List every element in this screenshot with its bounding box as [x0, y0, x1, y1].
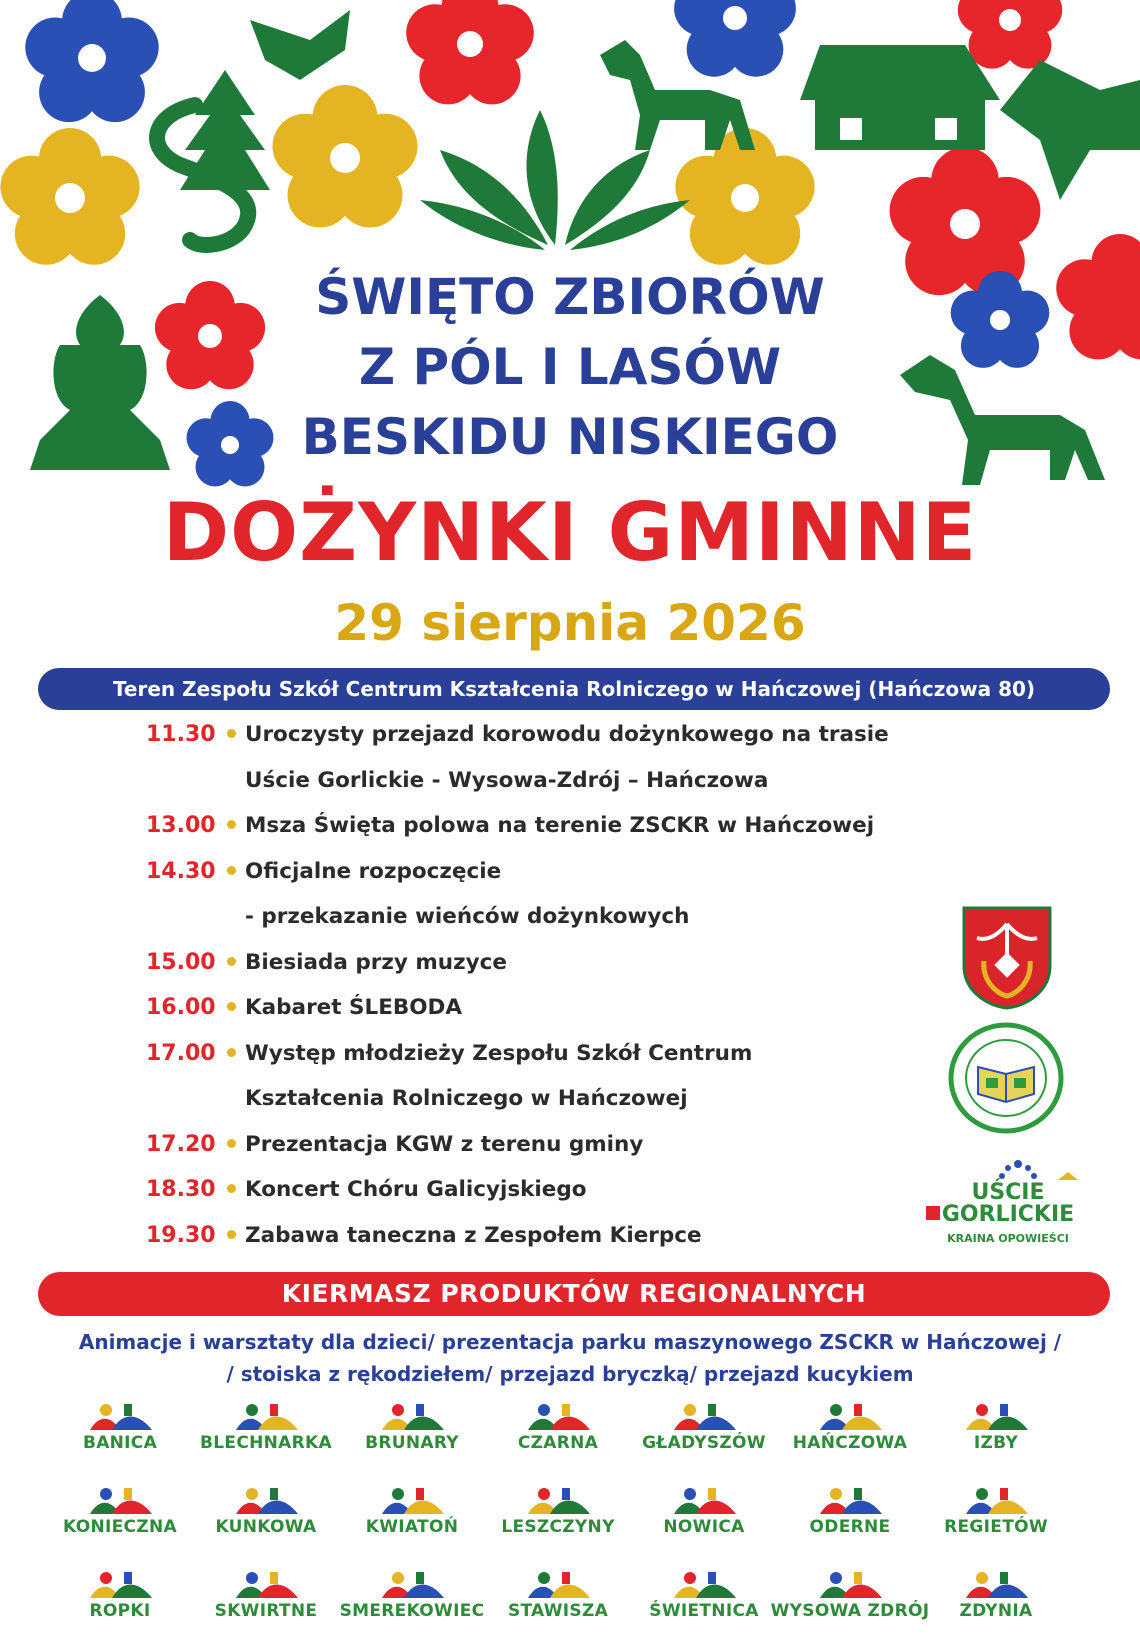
village-emblem-icon: [664, 1566, 744, 1600]
main-title: DOŻYNKI GMINNE: [162, 486, 978, 579]
schedule-time: 18.30: [146, 1177, 216, 1202]
village-logo: [473, 1566, 643, 1621]
schedule-row: [146, 1177, 926, 1223]
village-emblem-icon: [80, 1398, 160, 1432]
schedule-description: Msza Święta polowa na terenie ZSCKR w Hańczowej: [245, 813, 875, 838]
schedule-time: 15.00: [146, 949, 216, 975]
village-name: KUNKOWA: [215, 1517, 317, 1537]
village-emblem-icon: [518, 1398, 598, 1432]
schedule-row: [146, 1041, 926, 1087]
village-emblem-icon: [956, 1566, 1036, 1600]
extras-line-2: / stoiska z rękodziełem/ przejazd bryczką/ przejazd kucykiem: [226, 1362, 914, 1386]
village-emblem-icon: [80, 1566, 160, 1600]
village-logo: [619, 1398, 789, 1453]
schedule-row: [146, 859, 926, 905]
bird-icon: [250, 10, 350, 80]
schedule-row: [146, 904, 926, 950]
schedule-list: [146, 722, 926, 1268]
schedule-description: Uroczysty przejazd korowodu dożynkowego na trasie: [245, 722, 889, 747]
village-emblem-icon: [226, 1398, 306, 1432]
bullet-dot-icon: [227, 1139, 236, 1148]
coat-of-arms-icon: [962, 906, 1052, 1010]
schedule-row: [146, 768, 926, 814]
village-name: BLECHNARKA: [200, 1433, 332, 1453]
schedule-row: [146, 722, 926, 768]
bullet-dot-icon: [227, 729, 236, 738]
village-emblem-icon: [518, 1566, 598, 1600]
village-emblem-icon: [664, 1398, 744, 1432]
uscie-logo-tagline: KRAINA OPOWIEŚCI: [947, 1232, 1069, 1245]
village-name: REGIETÓW: [944, 1517, 1048, 1537]
schedule-description: Kabaret ŚLEBODA: [245, 995, 463, 1020]
bullet-dot-icon: [227, 957, 236, 966]
bullet-dot-icon: [227, 820, 236, 829]
uscie-logo-line1: UŚCIE: [971, 1180, 1045, 1205]
schedule-time: 17.20: [146, 1131, 216, 1157]
village-emblem-icon: [810, 1482, 890, 1516]
village-emblem-icon: [80, 1482, 160, 1516]
village-name: WYSOWA ZDRÓJ: [770, 1601, 930, 1621]
fair-banner: KIERMASZ PRODUKTÓW REGIONALNYCH: [38, 1272, 1110, 1316]
village-emblem-icon: [372, 1398, 452, 1432]
village-logo: [181, 1398, 351, 1453]
village-emblem-icon: [664, 1482, 744, 1516]
schedule-time: 13.00: [146, 813, 216, 838]
bird-icon: [1000, 60, 1140, 200]
extras-line-1: Animacje i warsztaty dla dzieci/ prezentacja parku maszynowego ZSCKR w Hańczowej /: [78, 1330, 1062, 1354]
village-logo: [327, 1398, 497, 1453]
village-name: NOWICA: [663, 1517, 745, 1537]
village-logo: [473, 1398, 643, 1453]
village-logo: [765, 1482, 935, 1537]
title-line-2: Z PÓL I LASÓW: [358, 338, 782, 396]
village-name: IZBY: [973, 1433, 1019, 1453]
uscie-logo-line2: GORLICKIE: [941, 1202, 1075, 1227]
extras-text: [0, 1326, 1140, 1390]
bullet-dot-icon: [227, 1184, 236, 1193]
village-name: ODERNE: [809, 1517, 891, 1537]
village-emblem-icon: [372, 1482, 452, 1516]
village-emblem-icon: [372, 1566, 452, 1600]
village-name: BANICA: [82, 1433, 158, 1453]
village-name: KWIATOŃ: [365, 1517, 459, 1537]
title-line-1: ŚWIĘTO ZBIORÓW: [315, 268, 825, 326]
village-logo: [327, 1566, 497, 1621]
village-name: CZARNA: [517, 1433, 599, 1453]
schedule-time: 14.30: [146, 858, 216, 884]
bullet-dot-icon: [227, 866, 236, 875]
schedule-description: - przekazanie wieńców dożynkowych: [245, 904, 690, 929]
village-emblem-icon: [226, 1566, 306, 1600]
schedule-row: [146, 995, 926, 1041]
village-logos: [0, 1398, 1140, 1638]
schedule-description: Kształcenia Rolniczego w Hańczowej: [245, 1086, 688, 1111]
village-name: ROPKI: [89, 1601, 151, 1621]
schedule-description: Oficjalne rozpoczęcie: [245, 858, 502, 884]
village-name: ŚWIETNICA: [649, 1601, 759, 1621]
village-logo: [327, 1482, 497, 1537]
event-date: 29 sierpnia 2026: [334, 594, 806, 652]
schedule-description: Prezentacja KGW z terenu gminy: [245, 1131, 644, 1157]
village-emblem-icon: [810, 1398, 890, 1432]
village-name: STAWISZA: [507, 1601, 609, 1621]
schedule-row: [146, 1086, 926, 1132]
village-logo: [619, 1566, 789, 1621]
village-name: KONIECZNA: [63, 1517, 177, 1537]
village-name: SMEREKOWIEC: [339, 1601, 485, 1621]
bullet-dot-icon: [227, 1230, 236, 1239]
village-logo: [181, 1566, 351, 1621]
house-icon: [800, 45, 1000, 150]
schedule-row: [146, 950, 926, 996]
schedule-row: [146, 1223, 926, 1269]
village-logo: [35, 1482, 205, 1537]
village-emblem-icon: [226, 1482, 306, 1516]
schedule-time: 11.30: [146, 722, 216, 747]
uscie-logo-name: [918, 1182, 1098, 1226]
village-logo: [911, 1566, 1081, 1621]
village-name: LESZCZYNY: [501, 1517, 615, 1537]
schedule-time: 17.00: [146, 1040, 216, 1066]
title-line-3: BESKIDU NISKIEGO: [301, 408, 839, 466]
village-name: SKWIRTNE: [214, 1601, 318, 1621]
village-logo: [181, 1482, 351, 1537]
village-logo: [911, 1482, 1081, 1537]
village-name: ZDYNIA: [959, 1601, 1033, 1621]
village-emblem-icon: [956, 1398, 1036, 1432]
schedule-description: Występ młodzieży Zespołu Szkół Centrum: [245, 1040, 753, 1066]
schedule-time: 19.30: [146, 1222, 216, 1248]
bullet-dot-icon: [227, 1002, 236, 1011]
village-logo: [35, 1398, 205, 1453]
village-logo: [35, 1566, 205, 1621]
village-logo: [765, 1566, 935, 1621]
village-name: GŁADYSZÓW: [642, 1433, 766, 1453]
schedule-description: Biesiada przy muzyce: [245, 949, 507, 975]
village-logo: [473, 1482, 643, 1537]
school-emblem-icon: [948, 1022, 1064, 1134]
schedule-description: Koncert Chóru Galicyjskiego: [245, 1177, 587, 1202]
schedule-description: Uście Gorlickie - Wysowa-Zdrój – Hańczowa: [245, 767, 769, 793]
schedule-row: [146, 1132, 926, 1178]
schedule-row: [146, 813, 926, 859]
village-name: HAŃCZOWA: [792, 1433, 908, 1453]
village-emblem-icon: [810, 1566, 890, 1600]
bullet-dot-icon: [227, 1048, 236, 1057]
village-name: BRUNARY: [365, 1433, 459, 1453]
schedule-time: 16.00: [146, 995, 216, 1020]
venue-banner: Teren Zespołu Szkół Centrum Kształcenia Rolniczego w Hańczowej (Hańczowa 80): [38, 668, 1110, 710]
village-logo: [765, 1398, 935, 1453]
village-emblem-icon: [956, 1482, 1036, 1516]
village-emblem-icon: [518, 1482, 598, 1516]
schedule-description: Zabawa taneczna z Zespołem Kierpce: [245, 1222, 702, 1248]
village-logo: [619, 1482, 789, 1537]
village-logo: [911, 1398, 1081, 1453]
